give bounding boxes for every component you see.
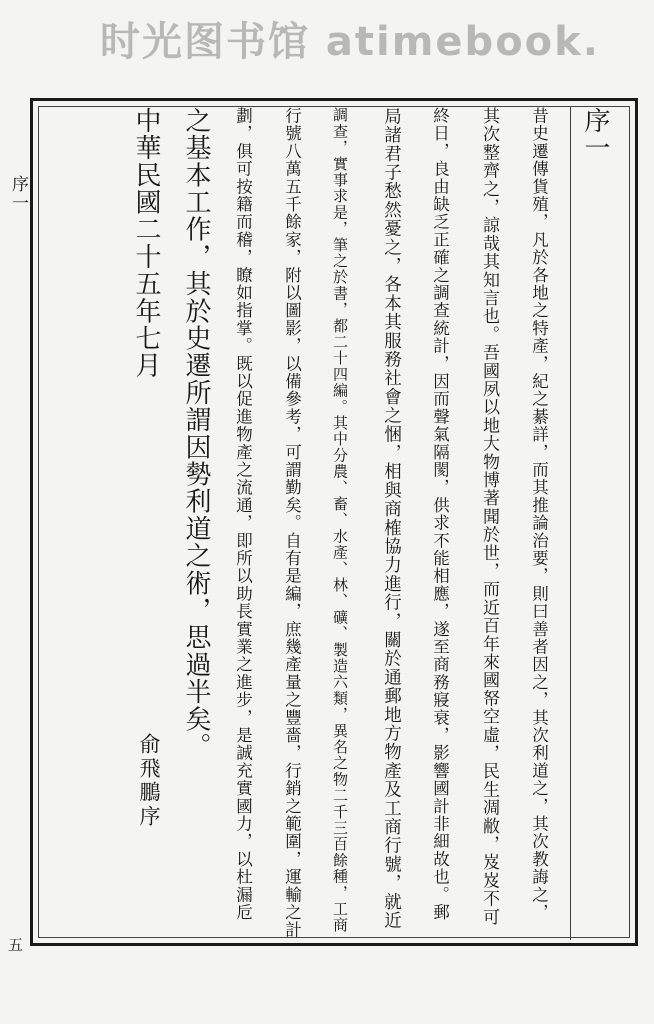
body-column-4: 局諸君子愁然憂之，各本其服務社會之悃，相與商榷協力進行，關於通郵地方物產及工商行號，就近 (381, 107, 402, 930)
margin-page-number: 五 (8, 936, 24, 954)
date-line: 中華民國二十五年七月 (131, 107, 161, 379)
body-column-1: 昔史遷傳貨殖，凡於各地之特產，紀之綦詳，而其推論治要，則曰善者因之，其次利道之，其次教誨之， (529, 107, 549, 922)
body-column-7: 劃，俱可按籍而稽，瞭如指掌。既以促進物產之流通，即所以助長實業之進步，是誠充實國力，以杜漏卮 (233, 107, 253, 922)
watermark-text: 时光图书馆 atimebook. (100, 19, 600, 65)
body-column-5: 調查，實事求是，筆之於書，都二十四編。其中分農、畜、水產、林、礦、製造六類，異名之物二千三百餘種，工商 (331, 107, 349, 934)
body-column-3: 終日，良由缺乏正確之調查統計，因而聲氣隔閡，供求不能相應，遂至商務寢衰，影響國計非細故也。郵 (430, 107, 450, 922)
margin-title: 序一 (8, 175, 28, 213)
body-column-2: 其次整齊之，諒哉其知言也。吾國夙以地大物博著聞於世，而近百年來國帑空虛，民生凋敝，岌岌不可 (479, 107, 499, 926)
body-column-8: 之基本工作，其於史遷所謂因勢利道之術，思過半矣。 (181, 107, 211, 760)
title-divider-line (570, 106, 571, 940)
body-column-6: 行號八萬五千餘家，附以圖影，以備參考，可謂勤矣。自有是編，庶幾產量之豐嗇，行銷之範圍，運輸之計 (282, 107, 302, 939)
author-signature: 俞飛鵬序 (137, 733, 161, 829)
preface-title: 序一 (580, 107, 610, 162)
